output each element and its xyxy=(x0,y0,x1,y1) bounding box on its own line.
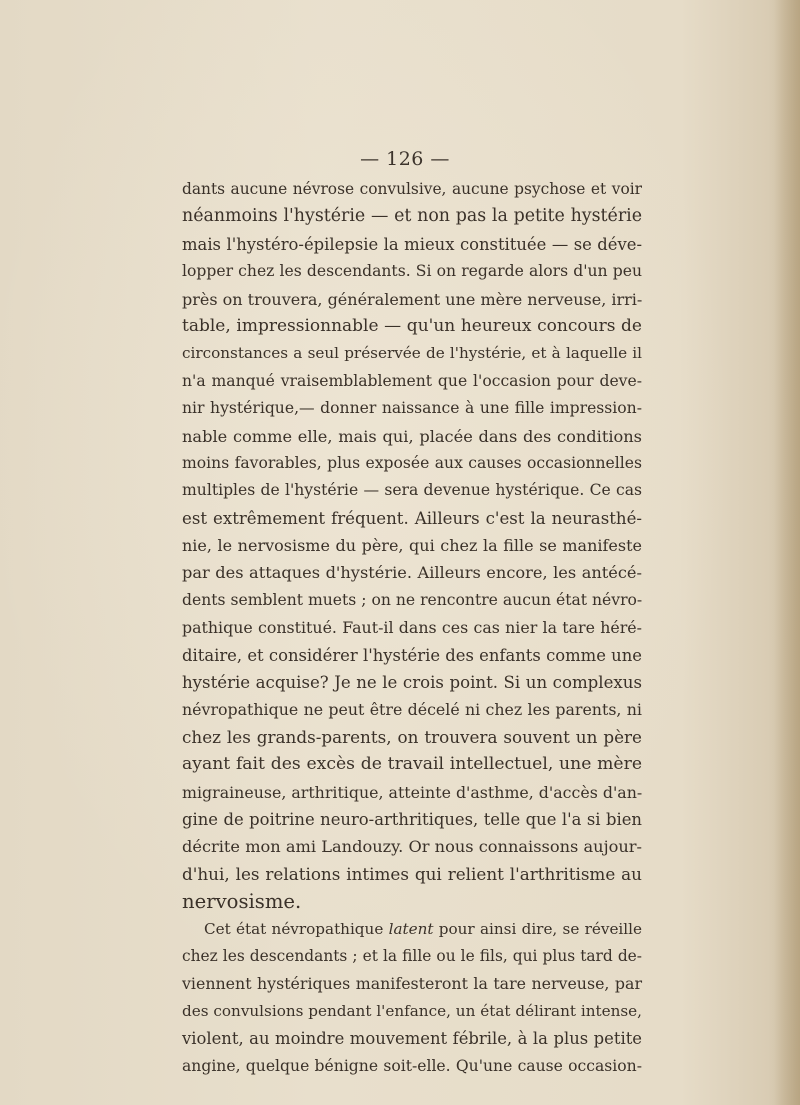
text-line: lopper chez les descendants. Si on regarde alors d'un peu xyxy=(182,262,642,281)
text-line: moins favorables, plus exposée aux causes occasionnelles xyxy=(182,453,642,472)
text-line: migraineuse, arthritique, atteinte d'asthme, d'accès d'an- xyxy=(182,782,643,802)
text-line: table, impressionnable — qu'un heureux concours de xyxy=(182,315,642,336)
text-line: viennent hystériques manifesteront la tare nerveuse, par xyxy=(182,974,642,994)
text-line: néanmoins l'hystérie — et non pas la petite hystérie xyxy=(182,206,642,227)
text-line: ayant fait des excès de travail intellectuel, une mère xyxy=(182,754,642,775)
page-number: — 126 — xyxy=(360,148,450,170)
text-line: nie, le nervosisme du père, qui chez la fille se manifeste xyxy=(182,536,642,556)
text-line: névropathique ne peut être décelé ni chez les parents, ni xyxy=(182,700,642,720)
text-line: angine, quelque bénigne soit-elle. Qu'une cause occasion- xyxy=(182,1056,642,1075)
text-line: est extrêmement fréquent. Ailleurs c'est la neurasthé- xyxy=(182,508,642,528)
text-line: nir hystérique,— donner naissance à une fille impression- xyxy=(182,399,642,418)
text-line: nable comme elle, mais qui, placée dans des conditions xyxy=(182,426,642,446)
text-segment: pour ainsi dire, se réveille xyxy=(433,919,642,938)
paragraph xyxy=(182,176,642,916)
text-line: multiples de l'hystérie — sera devenue hystérique. Ce cas xyxy=(182,481,642,500)
text-line: décrite mon ami Landouzy. Or nous connaissons aujour- xyxy=(182,837,642,857)
text-line: violent, au moindre mouvement fébrile, à la plus petite xyxy=(182,1029,642,1049)
text-line: circonstances a seul préservée de l'hystérie, et à laquelle il xyxy=(182,344,642,363)
text-line: dents semblent muets ; on ne rencontre aucun état névro- xyxy=(182,590,643,609)
text-line xyxy=(182,916,642,943)
paragraph xyxy=(182,916,642,1080)
body-text xyxy=(182,176,642,1080)
text-segment: Cet état névropathique xyxy=(204,919,389,938)
text-line: des convulsions pendant l'enfance, un état délirant intense, xyxy=(182,1001,642,1020)
text-line: dants aucune névrose convulsive, aucune psychose et voir xyxy=(182,180,642,198)
text-line: chez les descendants ; et la fille ou le fils, qui plus tard de- xyxy=(182,946,642,965)
text-line: mais l'hystéro-épilepsie la mieux constituée — se déve- xyxy=(182,234,642,254)
italic-word: latent xyxy=(388,919,434,938)
text-line: hystérie acquise? Je ne le crois point. Si un complexus xyxy=(182,673,642,693)
text-line: pathique constitué. Faut-il dans ces cas nier la tare héré- xyxy=(182,618,642,638)
text-line: d'hui, les relations intimes qui relient l'arthritisme au xyxy=(182,863,642,884)
text-line: chez les grands-parents, on trouvera souvent un père xyxy=(182,726,642,747)
text-line: près on trouvera, généralement une mère nerveuse, irri- xyxy=(182,289,643,309)
text-line: gine de poitrine neuro-arthritiques, telle que l'a si bien xyxy=(182,809,642,829)
text-line: nervosisme. xyxy=(182,890,302,914)
page-edge-shadow xyxy=(774,0,800,1105)
text-line: ditaire, et considérer l'hystérie des enfants comme une xyxy=(182,645,642,665)
text-line: par des attaques d'hystérie. Ailleurs encore, les antécé- xyxy=(182,563,642,583)
text-line: n'a manqué vraisemblablement que l'occasion pour deve- xyxy=(182,371,642,390)
